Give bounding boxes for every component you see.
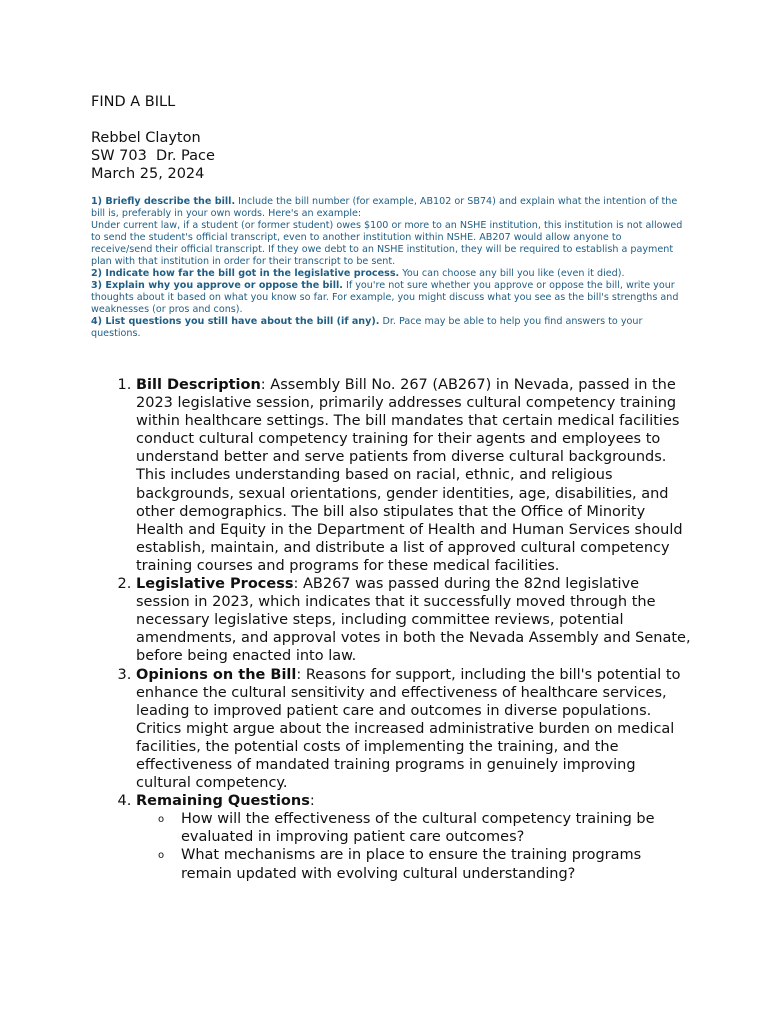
instruction-heading: 4) List questions you still have about the bill (if any).	[91, 316, 380, 327]
instruction-item	[91, 316, 683, 340]
instruction-heading: 3) Explain why you approve or oppose the bill.	[91, 280, 343, 291]
instruction-text: You can choose any bill you like (even it died).	[399, 268, 625, 279]
author-name: Rebbel Clayton	[91, 130, 201, 146]
answer-text: : Assembly Bill No. 267 (AB267) in Nevada, passed in the 2023 legislative session, primarily addresses cultural competency training within healthcare settings. The bill mandates that certain medical facilities conduct cultural competency training for their agents and employees to understand better and serve patients from diverse cultural backgrounds. This includes understanding based on racial, ethnic, and religious backgrounds, sexual orientations, gender identities, age, disabilities, and other demographics. The bill also stipulates that the Office of Minority Health and Equity in the Department of Health and Human Services should establish, maintain, and distribute a list of approved cultural competency training courses and programs for these medical facilities.	[136, 377, 683, 574]
answer-text: : Reasons for support, including the bill's potential to enhance the cultural sensitivity and effectiveness of healthcare services, leading to improved patient care and outcomes in diverse populations. Critics might argue about the increased administrative burden on medical facilities, the potential costs of implementing the training, and the effectiveness of mandated training programs in genuinely improving cultural competency.	[136, 666, 681, 792]
answer-heading: Legislative Process	[136, 576, 294, 593]
bullet-icon: o	[158, 850, 165, 862]
instruction-text: Dr. Pace may be able to help you find answers to your questions.	[91, 316, 643, 339]
instruction-text: If you're not sure whether you approve or oppose the bill, write your thoughts about it based on what you know so far. For example, you might discuss what you see as the bill's strengths and weaknesses (or pros and cons).	[91, 280, 679, 315]
answer-text: :	[309, 793, 315, 810]
answer-heading: Bill Description	[136, 377, 261, 393]
answers-section	[91, 376, 691, 883]
answers-list	[91, 376, 691, 883]
list-item	[136, 376, 691, 575]
answer-heading: Remaining Questions	[136, 793, 310, 810]
list-item	[136, 575, 691, 665]
question-item	[158, 846, 691, 882]
document-header	[91, 93, 215, 183]
question-item	[158, 810, 691, 846]
instruction-item	[91, 196, 683, 220]
assignment-instructions	[91, 196, 683, 340]
list-item	[136, 666, 691, 793]
document-title: FIND A BILL	[91, 94, 176, 110]
instruction-item	[91, 268, 683, 280]
bullet-icon: o	[158, 814, 165, 826]
instruction-text: Include the bill number (for example, AB102 or SB74) and explain what the intention of the bill is, preferably in your own words. Here's an example:	[91, 196, 678, 219]
question-text: What mechanisms are in place to ensure the training programs remain updated with evolving cultural understanding?	[181, 847, 642, 882]
instruction-heading: 1) Briefly describe the bill.	[91, 196, 236, 207]
answer-text: : AB267 was passed during the 82nd legislative session in 2023, which indicates that it successfully moved through the necessary legislative steps, including committee reviews, potential amendments, and approval votes in both the Nevada Assembly and Senate, before being enacted into law.	[136, 576, 691, 665]
instruction-example: Under current law, if a student (or former student) owes $100 or more to an NSHE institution, this institution is not allowed to send the student's official transcript, even to another institution within NSHE. AB207 would allow anyone to receive/send their official transcript. If they owe debt to an NSHE institution, they will be required to establish a payment plan with that institution in order for their transcript to be sent.	[91, 220, 683, 267]
list-item	[136, 792, 691, 882]
instruction-heading: 2) Indicate how far the bill got in the legislative process.	[91, 268, 400, 279]
answer-heading: Opinions on the Bill	[136, 666, 297, 683]
instruction-item	[91, 280, 683, 316]
document-date: March 25, 2024	[91, 166, 205, 182]
question-text: How will the effectiveness of the cultural competency training be evaluated in improving patient care outcomes?	[181, 811, 655, 846]
course-line: SW 703 Dr. Pace	[91, 148, 215, 164]
questions-list	[136, 810, 691, 882]
